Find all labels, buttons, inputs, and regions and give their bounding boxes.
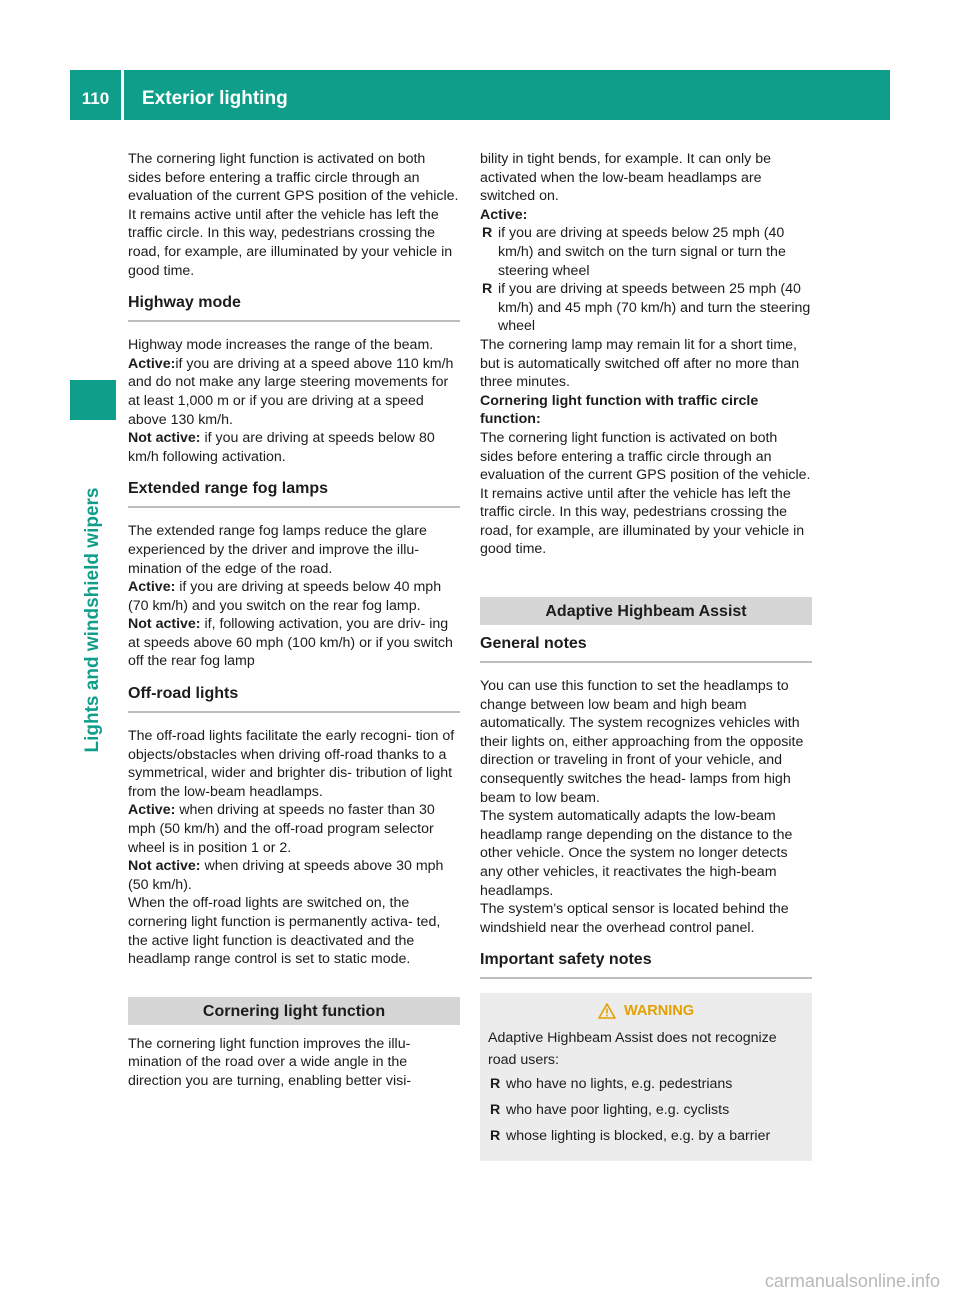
heading-fog-lamps: Extended range fog lamps — [128, 480, 460, 508]
list-item: R whose lighting is blocked, e.g. by a barrier — [488, 1123, 804, 1149]
list-item: R if you are driving at speeds below 25 mph (40 km/h) and switch on the turn signal or turn the steering wheel — [482, 225, 786, 279]
active-heading: Active: — [480, 206, 528, 223]
left-column — [128, 150, 460, 1091]
side-tab-marker — [70, 380, 116, 420]
paragraph: The extended range fog lamps reduce the glare experienced by the driver and improve the illu- mination of the edge of the road. — [128, 523, 427, 577]
heading-offroad-lights: Off-road lights — [128, 685, 460, 713]
paragraph: The cornering light function is activated on both sides before entering a traffic circle through an evaluation of the current GPS position of the vehicle. It remains active until after the vehicle has left the traffic circle. In this way, pedestrians crossing the road, for example, are illuminated by your vehicle in good time. — [480, 429, 811, 558]
heading-adaptive-highbeam: Adaptive Highbeam Assist — [480, 597, 812, 625]
section-title: Exterior lighting — [142, 88, 288, 109]
bullet-r-icon: R — [482, 281, 493, 298]
paragraph: bility in tight bends, for example. It can only be activated when the low-beam headlamps are switched on. — [480, 151, 772, 205]
bullet-r-icon: R — [482, 225, 493, 242]
paragraph-active: Active: when driving at speeds no faster than 30 mph (50 km/h) and the off-road program selector wheel is in position 1 or 2. — [128, 802, 435, 856]
paragraph: You can use this function to set the headlamps to change between low beam and high beam automatically. The system recognizes vehicles with their lights on, either approaching from the opposite direction or traveling in front of your vehicle, and consequently switches the head- lamps from high beam to low beam. — [480, 678, 804, 806]
active-label: Active: — [128, 355, 176, 372]
paragraph: The cornering light function improves the illu- mination of the road over a wide angle in the direction you are turning, enabling better visi- — [128, 1035, 412, 1089]
paragraph: The system's optical sensor is located behind the windshield near the overhead control panel. — [480, 901, 789, 936]
list-item: R who have no lights, e.g. pedestrians — [488, 1071, 804, 1097]
paragraph-not-active: Not active: if you are driving at speeds below 80 km/h following activation. — [128, 430, 435, 465]
list-item: R if you are driving at speeds between 25 mph (40 km/h) and 45 mph (70 km/h) and turn the steering wheel — [482, 281, 811, 335]
paragraph: The cornering lamp may remain lit for a short time, but is automatically switched off after no more than three minutes. — [480, 336, 800, 391]
warning-triangle-icon — [598, 1003, 616, 1019]
paragraph-active: Active: if you are driving at speeds below 40 mph (70 km/h) and you switch on the rear fog lamp. — [128, 579, 442, 614]
not-active-label: Not active: — [128, 616, 201, 633]
paragraph-not-active: Not active: when driving at speeds above 30 mph (50 km/h). — [128, 858, 444, 893]
warning-list — [488, 1071, 804, 1149]
paragraph: The cornering light function is activated on both sides before entering a traffic circle through an evaluation of the current GPS position of the vehicle. It remains active until after the vehicle has left the traffic circle. In this way, pedestrians crossing the road, for example, are illuminated by your vehicle in good time. — [128, 151, 459, 279]
active-label: Active: — [128, 802, 176, 819]
paragraph: The off-road lights facilitate the early recogni- tion of objects/obstacles when driving off-road thanks to a symmetrical, wider and brighter dis- tribution of light from the low-beam headlamps. — [128, 728, 455, 800]
page-number: 110 — [70, 70, 124, 120]
paragraph-active: Active:if you are driving at a speed above 110 km/h and do not make any large steering movements for at least 1,000 m or if you are driving at a speed above 130 km/h. — [128, 355, 454, 428]
right-column — [480, 150, 812, 1161]
list-item: R who have poor lighting, e.g. cyclists — [488, 1097, 804, 1123]
heading-highway-mode: Highway mode — [128, 294, 460, 322]
bullet-r-icon: R — [490, 1076, 501, 1093]
warning-title: WARNING — [488, 1003, 804, 1019]
paragraph: When the off-road lights are switched on, the cornering light function is permanently activa- ted, the active light function is deactivated and the headlamp range control is set to static mode. — [128, 895, 441, 968]
paragraph: Highway mode increases the range of the beam. — [128, 337, 434, 354]
side-tab-label: Lights and windshield wipers — [82, 487, 103, 753]
paragraph-not-active: Not active: if, following activation, you are driv- ing at speeds above 60 mph (100 km/h) or if you switch off the rear fog lamp — [128, 616, 453, 670]
heading-general-notes: General notes — [480, 635, 812, 663]
bullet-r-icon: R — [490, 1102, 501, 1119]
not-active-label: Not active: — [128, 858, 201, 875]
active-list — [480, 224, 812, 336]
heading-safety-notes: Important safety notes — [480, 951, 812, 979]
watermark: carmanualsonline.info — [764, 1271, 940, 1291]
warning-text: Adaptive Highbeam Assist does not recognize road users: — [488, 1030, 777, 1069]
active-label: Active: — [128, 579, 176, 596]
bullet-r-icon: R — [490, 1128, 501, 1145]
heading-cornering-light: Cornering light function — [128, 997, 460, 1025]
traffic-circle-heading: Cornering light function with traffic circle function: — [480, 392, 759, 428]
warning-box — [480, 993, 812, 1161]
not-active-label: Not active: — [128, 430, 201, 447]
paragraph: The system automatically adapts the low-beam headlamp range depending on the distance to the other vehicle. Once the system no longer detects any other vehicles, it reactivates the high-beam headlamps. — [480, 808, 793, 899]
